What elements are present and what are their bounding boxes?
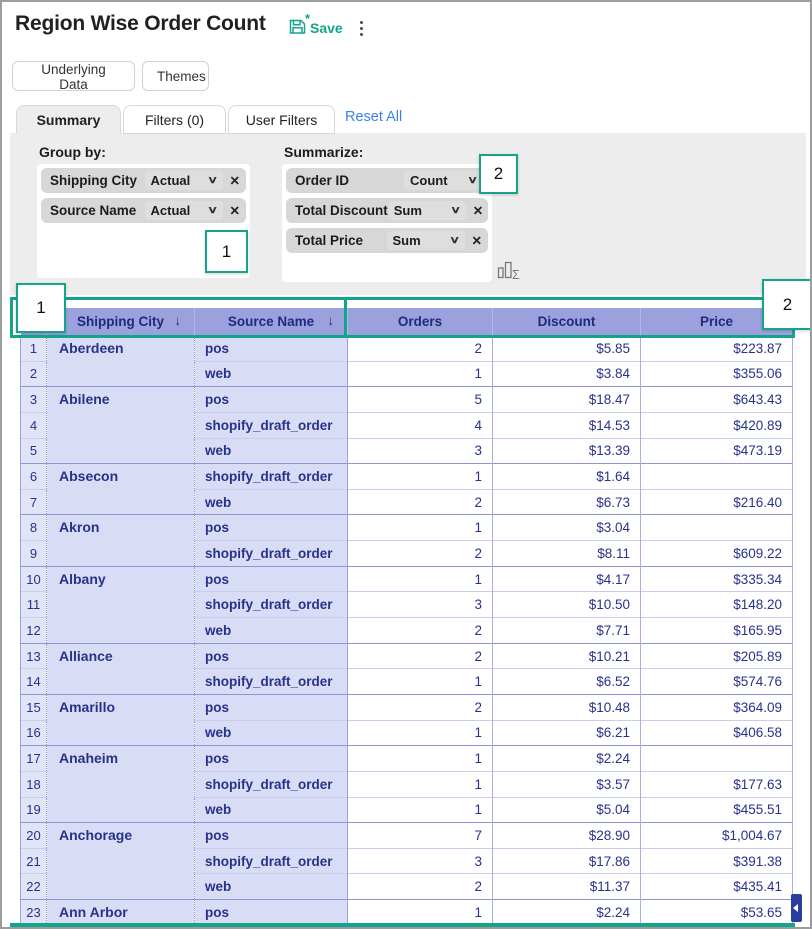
source-name-cell[interactable]: pos xyxy=(195,900,348,926)
source-name-cell[interactable]: web xyxy=(195,361,348,387)
orders-cell[interactable]: 3 xyxy=(348,848,493,874)
chip-field-label: Total Discount xyxy=(295,203,388,218)
orders-cell[interactable]: 1 xyxy=(348,464,493,490)
discount-cell[interactable]: $7.71 xyxy=(493,618,641,644)
table-row xyxy=(21,387,793,413)
discount-cell[interactable]: $3.04 xyxy=(493,515,641,541)
row-number-cell[interactable]: 3 xyxy=(21,387,47,413)
aggregation-dropdown[interactable] xyxy=(388,201,466,220)
dropdown-value: Actual xyxy=(150,173,191,188)
more-options-button[interactable] xyxy=(354,19,369,38)
column-label: Shipping City xyxy=(77,314,164,329)
chip-field-label: Total Price xyxy=(295,233,364,248)
table-row xyxy=(21,900,793,926)
annotation-badge-2-table: 2 xyxy=(762,279,812,330)
shipping-city-cell[interactable]: Akron xyxy=(47,515,195,566)
source-name-cell[interactable]: web xyxy=(195,720,348,746)
shipping-city-cell[interactable]: Alliance xyxy=(47,643,195,694)
chevron-down-icon: ∨ xyxy=(450,205,462,216)
shipping-city-cell[interactable]: Abilene xyxy=(47,387,195,464)
discount-cell[interactable]: $10.48 xyxy=(493,694,641,720)
orders-cell[interactable]: 2 xyxy=(348,489,493,515)
aggregation-dropdown[interactable] xyxy=(145,201,223,220)
source-name-cell[interactable]: pos xyxy=(195,566,348,592)
table-row xyxy=(21,746,793,772)
discount-cell[interactable]: $1.64 xyxy=(493,464,641,490)
chevron-down-icon: ∨ xyxy=(449,235,461,246)
table-row xyxy=(21,566,793,592)
shipping-city-cell[interactable]: Aberdeen xyxy=(47,336,195,387)
column-header-source-name[interactable] xyxy=(195,308,348,336)
price-cell[interactable]: $355.06 xyxy=(641,361,793,387)
summary-chart-icon[interactable] xyxy=(497,260,521,285)
chip-field-label: Source Name xyxy=(50,203,137,218)
orders-cell[interactable]: 1 xyxy=(348,566,493,592)
svg-text:Σ: Σ xyxy=(512,268,520,280)
price-cell[interactable]: $1,004.67 xyxy=(641,823,793,849)
discount-cell[interactable]: $3.84 xyxy=(493,361,641,387)
column-label: Discount xyxy=(537,314,596,329)
chip-field-label: Order ID xyxy=(295,173,350,188)
row-number-cell[interactable]: 1 xyxy=(21,336,47,362)
orders-cell[interactable]: 4 xyxy=(348,412,493,438)
summarize-chip-total-price[interactable] xyxy=(286,228,488,253)
groupby-chip-shipping-city[interactable] xyxy=(41,168,246,193)
underlying-data-button[interactable]: Underlying Data xyxy=(12,61,135,91)
row-number-cell[interactable]: 10 xyxy=(21,566,47,592)
row-number-cell[interactable]: 16 xyxy=(21,720,47,746)
source-name-cell[interactable]: pos xyxy=(195,336,348,362)
orders-cell[interactable]: 7 xyxy=(348,823,493,849)
dropdown-value: Sum xyxy=(392,233,421,248)
row-number-cell[interactable]: 14 xyxy=(21,669,47,695)
close-icon[interactable]: ✕ xyxy=(229,204,240,218)
summarize-chip-total-discount[interactable] xyxy=(286,198,488,223)
chevron-down-icon: ∨ xyxy=(207,205,219,216)
source-name-cell[interactable]: shopify_draft_order xyxy=(195,848,348,874)
sort-desc-icon[interactable]: ↓ xyxy=(174,313,181,328)
table-row xyxy=(21,515,793,541)
orders-cell[interactable]: 2 xyxy=(348,874,493,900)
column-label: Orders xyxy=(397,314,443,329)
summarize-box xyxy=(282,164,492,282)
price-cell[interactable]: $335.34 xyxy=(641,566,793,592)
vertical-scrollbar-thumb[interactable] xyxy=(791,894,802,922)
orders-cell[interactable]: 1 xyxy=(348,746,493,772)
source-name-cell[interactable]: shopify_draft_order xyxy=(195,592,348,618)
tab-summary[interactable]: Summary xyxy=(16,105,121,134)
source-name-cell[interactable]: pos xyxy=(195,643,348,669)
price-cell[interactable]: $205.89 xyxy=(641,643,793,669)
unsaved-indicator-icon: * xyxy=(304,11,310,26)
row-number-cell[interactable]: 9 xyxy=(21,541,47,567)
page-title: Region Wise Order Count xyxy=(15,12,266,35)
source-name-cell[interactable]: pos xyxy=(195,694,348,720)
row-number-cell[interactable]: 8 xyxy=(21,515,47,541)
row-number-cell[interactable]: 13 xyxy=(21,643,47,669)
source-name-cell[interactable]: pos xyxy=(195,387,348,413)
row-number-cell[interactable]: 17 xyxy=(21,746,47,772)
groupby-chip-source-name[interactable] xyxy=(41,198,246,223)
close-icon[interactable]: ✕ xyxy=(229,174,240,188)
save-button[interactable] xyxy=(288,11,343,36)
shipping-city-cell[interactable]: Amarillo xyxy=(47,694,195,745)
row-number-cell[interactable]: 6 xyxy=(21,464,47,490)
summarize-label: Summarize: xyxy=(284,144,364,160)
discount-cell[interactable]: $8.11 xyxy=(493,541,641,567)
table-row xyxy=(21,823,793,849)
aggregation-dropdown[interactable] xyxy=(404,171,482,190)
row-number-cell[interactable]: 18 xyxy=(21,771,47,797)
price-cell[interactable] xyxy=(641,746,793,772)
row-number-cell[interactable]: 12 xyxy=(21,618,47,644)
price-cell[interactable]: $455.51 xyxy=(641,797,793,823)
source-name-cell[interactable]: web xyxy=(195,618,348,644)
table-header-row xyxy=(21,308,793,336)
row-number-cell[interactable]: 7 xyxy=(21,489,47,515)
annotation-badge-1-table: 1 xyxy=(16,283,66,333)
orders-cell[interactable]: 1 xyxy=(348,900,493,926)
table-row xyxy=(21,694,793,720)
annotation-badge-1-groupby: 1 xyxy=(205,230,248,273)
orders-cell[interactable]: 5 xyxy=(348,387,493,413)
column-header-discount[interactable] xyxy=(493,308,641,336)
dropdown-value: Sum xyxy=(393,203,422,218)
discount-cell[interactable]: $4.17 xyxy=(493,566,641,592)
source-name-cell[interactable]: shopify_draft_order xyxy=(195,669,348,695)
source-name-cell[interactable]: pos xyxy=(195,746,348,772)
row-number-cell[interactable]: 4 xyxy=(21,412,47,438)
discount-cell[interactable]: $18.47 xyxy=(493,387,641,413)
sort-desc-icon[interactable]: ↓ xyxy=(327,313,334,328)
price-cell[interactable]: $574.76 xyxy=(641,669,793,695)
discount-cell[interactable]: $6.52 xyxy=(493,669,641,695)
column-label: Price xyxy=(699,314,734,329)
price-cell[interactable]: $223.87 xyxy=(641,336,793,362)
price-cell[interactable]: $420.89 xyxy=(641,412,793,438)
aggregation-dropdown[interactable] xyxy=(387,231,465,250)
row-number-cell[interactable]: 23 xyxy=(21,900,47,926)
discount-cell[interactable]: $17.86 xyxy=(493,848,641,874)
row-number-cell[interactable]: 2 xyxy=(21,361,47,387)
orders-cell[interactable]: 1 xyxy=(348,515,493,541)
price-cell[interactable]: $473.19 xyxy=(641,438,793,464)
discount-cell[interactable]: $10.50 xyxy=(493,592,641,618)
orders-cell[interactable]: 1 xyxy=(348,720,493,746)
dropdown-value: Count xyxy=(410,173,448,188)
orders-cell[interactable]: 1 xyxy=(348,669,493,695)
discount-cell[interactable]: $3.57 xyxy=(493,771,641,797)
discount-cell[interactable]: $5.85 xyxy=(493,336,641,362)
price-cell[interactable]: $165.95 xyxy=(641,618,793,644)
discount-cell[interactable]: $2.24 xyxy=(493,900,641,926)
dropdown-value: Actual xyxy=(150,203,191,218)
row-number-cell[interactable]: 19 xyxy=(21,797,47,823)
group-by-label: Group by: xyxy=(39,144,106,160)
table-row xyxy=(21,336,793,362)
column-label: Source Name xyxy=(227,314,315,329)
source-name-cell[interactable]: web xyxy=(195,797,348,823)
source-name-cell[interactable]: shopify_draft_order xyxy=(195,541,348,567)
discount-cell[interactable]: $10.21 xyxy=(493,643,641,669)
price-cell[interactable]: $391.38 xyxy=(641,848,793,874)
shipping-city-cell[interactable]: Anaheim xyxy=(47,746,195,823)
shipping-city-cell[interactable]: Absecon xyxy=(47,464,195,515)
orders-cell[interactable]: 2 xyxy=(348,336,493,362)
orders-cell[interactable]: 1 xyxy=(348,361,493,387)
row-number-cell[interactable]: 5 xyxy=(21,438,47,464)
price-cell[interactable]: $364.09 xyxy=(641,694,793,720)
shipping-city-cell[interactable]: Anchorage xyxy=(47,823,195,900)
price-cell[interactable]: $643.43 xyxy=(641,387,793,413)
column-header-shipping-city[interactable] xyxy=(47,308,195,336)
table-row xyxy=(21,643,793,669)
orders-cell[interactable]: 1 xyxy=(348,797,493,823)
tab-user-filters[interactable]: User Filters xyxy=(228,105,335,134)
discount-cell[interactable]: $5.04 xyxy=(493,797,641,823)
source-name-cell[interactable]: web xyxy=(195,438,348,464)
chevron-down-icon: ∨ xyxy=(207,175,219,186)
row-number-cell[interactable]: 21 xyxy=(21,848,47,874)
price-cell[interactable]: $53.65 xyxy=(641,900,793,926)
price-cell[interactable]: $177.63 xyxy=(641,771,793,797)
discount-cell[interactable]: $6.21 xyxy=(493,720,641,746)
summarize-chip-order-id[interactable] xyxy=(286,168,488,193)
source-name-cell[interactable]: shopify_draft_order xyxy=(195,771,348,797)
row-number-cell[interactable]: 22 xyxy=(21,874,47,900)
orders-cell[interactable]: 2 xyxy=(348,643,493,669)
source-name-cell[interactable]: pos xyxy=(195,515,348,541)
orders-cell[interactable]: 2 xyxy=(348,541,493,567)
chip-field-label: Shipping City xyxy=(50,173,137,188)
source-name-cell[interactable]: shopify_draft_order xyxy=(195,412,348,438)
discount-cell[interactable]: $14.53 xyxy=(493,412,641,438)
tab-bar xyxy=(16,105,335,134)
orders-cell[interactable]: 3 xyxy=(348,592,493,618)
orders-cell[interactable]: 2 xyxy=(348,694,493,720)
source-name-cell[interactable]: web xyxy=(195,489,348,515)
price-cell[interactable]: $406.58 xyxy=(641,720,793,746)
shipping-city-cell[interactable]: Ann Arbor xyxy=(47,900,195,926)
save-icon xyxy=(288,11,310,36)
row-number-cell[interactable]: 15 xyxy=(21,694,47,720)
discount-cell[interactable]: $6.73 xyxy=(493,489,641,515)
themes-button[interactable]: Themes xyxy=(142,61,209,91)
discount-cell[interactable]: $2.24 xyxy=(493,746,641,772)
save-label: Save xyxy=(310,20,343,36)
source-name-cell[interactable]: pos xyxy=(195,823,348,849)
discount-cell[interactable]: $13.39 xyxy=(493,438,641,464)
orders-cell[interactable]: 3 xyxy=(348,438,493,464)
source-name-cell[interactable]: web xyxy=(195,874,348,900)
chevron-down-icon: ∨ xyxy=(466,175,478,186)
price-cell[interactable]: $148.20 xyxy=(641,592,793,618)
summary-panel xyxy=(10,133,806,295)
price-cell[interactable] xyxy=(641,515,793,541)
row-number-cell[interactable]: 20 xyxy=(21,823,47,849)
reset-all-link[interactable]: Reset All xyxy=(345,109,403,125)
price-cell[interactable]: $435.41 xyxy=(641,874,793,900)
source-name-cell[interactable]: shopify_draft_order xyxy=(195,464,348,490)
price-cell[interactable]: $609.22 xyxy=(641,541,793,567)
shipping-city-cell[interactable]: Albany xyxy=(47,566,195,643)
close-icon[interactable]: ✕ xyxy=(472,204,484,218)
price-cell[interactable]: $216.40 xyxy=(641,489,793,515)
tab-filters[interactable]: Filters (0) xyxy=(123,105,226,134)
pivot-table xyxy=(20,308,793,925)
aggregation-dropdown[interactable] xyxy=(145,171,223,190)
table-row xyxy=(21,464,793,490)
discount-cell[interactable]: $28.90 xyxy=(493,823,641,849)
discount-cell[interactable]: $11.37 xyxy=(493,874,641,900)
orders-cell[interactable]: 1 xyxy=(348,771,493,797)
table-bottom-outline xyxy=(10,923,795,927)
price-cell[interactable] xyxy=(641,464,793,490)
orders-cell[interactable]: 2 xyxy=(348,618,493,644)
column-header-orders[interactable] xyxy=(348,308,493,336)
annotation-badge-2-summarize: 2 xyxy=(479,154,518,194)
row-number-cell[interactable]: 11 xyxy=(21,592,47,618)
close-icon[interactable]: ✕ xyxy=(471,234,482,248)
